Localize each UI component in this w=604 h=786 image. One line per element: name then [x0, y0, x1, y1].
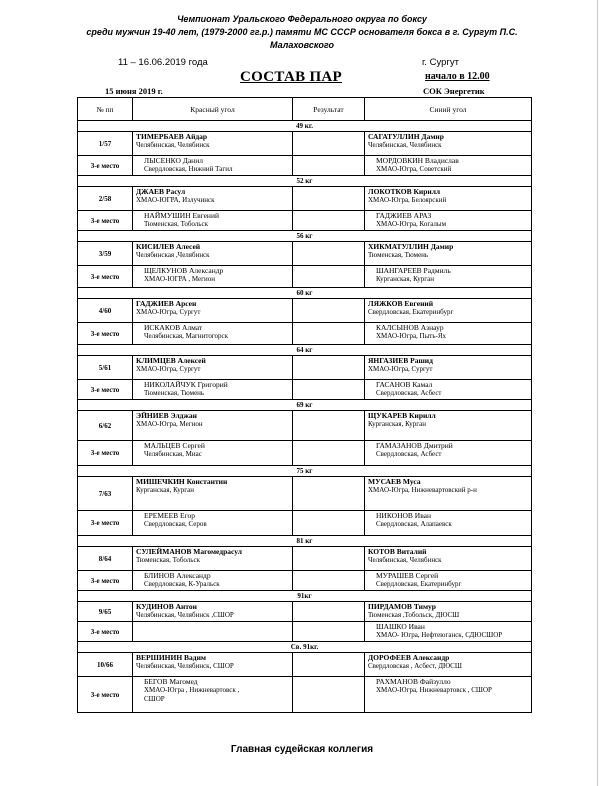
bout-number: 3-е место: [78, 156, 133, 176]
red-corner-fighter: [133, 477, 293, 511]
red-corner-fighter: [133, 132, 293, 156]
blue-fighter-region: Свердловская, Асбест: [376, 450, 442, 458]
red-fighter-name: МИШЕЧКИН Константин: [136, 477, 228, 486]
red-fighter-name: ТИМЕРБАЕВ Айдар: [136, 132, 208, 141]
red-corner-fighter: [133, 299, 293, 323]
red-corner-fighter: [133, 242, 293, 266]
weight-category-label: 91кг: [78, 591, 532, 602]
venue: СОК Энергетик: [423, 86, 485, 96]
blue-fighter-name: ДОРОФЕЕВ Александр: [368, 653, 450, 662]
red-corner-fighter: [133, 511, 293, 536]
weight-category-row: [78, 345, 532, 356]
blue-fighter-name: ХИКМАТУЛЛИН Дамир: [368, 242, 454, 251]
col-header-blue-corner: Синий угол: [365, 98, 532, 121]
result-cell[interactable]: [293, 299, 365, 323]
red-corner-fighter: [133, 323, 293, 345]
bout-number: 3-е место: [78, 622, 133, 642]
weight-category-row: [78, 466, 532, 477]
red-corner-fighter: [133, 411, 293, 441]
red-corner-fighter: [133, 380, 293, 400]
result-cell[interactable]: [293, 477, 365, 511]
bout-row: [78, 411, 532, 441]
footer-signature: Главная судейская коллегия: [230, 744, 374, 755]
bout-number: 3-е место: [78, 571, 133, 591]
weight-category-row: [78, 288, 532, 299]
bout-number: 3/59: [78, 242, 133, 266]
red-fighter-region: Челябинская ,Челябинск: [136, 251, 210, 259]
third-place-row: [78, 677, 532, 713]
blue-fighter-region: Свердловская, Алапаевск: [376, 520, 452, 528]
blue-corner-fighter: [365, 622, 532, 642]
blue-fighter-region: Свердловская, Екатеринбург: [368, 308, 454, 316]
third-place-row: [78, 441, 532, 466]
competition-dates: 11 – 16.06.2019 года: [118, 57, 208, 68]
red-fighter-region: Тюменская, Тобольск: [144, 220, 208, 228]
red-fighter-name: КИСИЛЕВ Алесей: [136, 242, 201, 251]
red-fighter-name: ЩЕЛКУНОВ Александр: [144, 266, 224, 275]
blue-corner-fighter: [365, 211, 532, 231]
red-fighter-region: Челябинская, Челябинск ,СШОР: [136, 611, 234, 619]
result-cell[interactable]: [293, 602, 365, 622]
result-cell[interactable]: [293, 132, 365, 156]
col-header-number: № пп: [78, 98, 133, 121]
blue-corner-fighter: [365, 477, 532, 511]
blue-fighter-name: ГАДЖИЕВ АРАЗ: [376, 211, 432, 220]
document-title: СОСТАВ ПАР: [240, 69, 343, 85]
blue-corner-fighter: [365, 411, 532, 441]
bout-number: 3-е место: [78, 323, 133, 345]
third-place-row: [78, 323, 532, 345]
bout-number: 10/66: [78, 653, 133, 677]
blue-fighter-name: КОТОВ Виталий: [368, 547, 427, 556]
header-line-1: Чемпионат Уральского Федерального округа по боксу: [177, 14, 427, 24]
weight-category-label: 69 кг: [78, 400, 532, 411]
weight-category-label: 64 кг: [78, 345, 532, 356]
bout-row: [78, 602, 532, 622]
red-fighter-name: МАЛЬЦЕВ Сергей: [144, 441, 205, 450]
red-fighter-name: КЛИМЦЕВ Алексей: [136, 356, 206, 365]
blue-corner-fighter: [365, 187, 532, 211]
blue-fighter-name: ЯНГАЗИЕВ Рашид: [368, 356, 433, 365]
blue-fighter-name: МУРАШЕВ Сергей: [376, 571, 439, 580]
blue-corner-fighter: [365, 299, 532, 323]
red-corner-fighter: [133, 187, 293, 211]
blue-corner-fighter: [365, 677, 532, 713]
blue-corner-fighter: [365, 547, 532, 571]
bout-row: [78, 356, 532, 380]
weight-category-row: [78, 121, 532, 132]
third-place-row: [78, 622, 532, 642]
weight-category-label: 56 кг: [78, 231, 532, 242]
weight-category-label: 60 кг: [78, 288, 532, 299]
blue-corner-fighter: [365, 511, 532, 536]
red-corner-fighter: [133, 677, 293, 713]
red-fighter-region: Тюменская, Тобольск: [136, 556, 200, 564]
red-fighter-region: Челябинская, Челябинск, СШОР: [136, 662, 234, 670]
red-fighter-name: ЛЫСЕНКО Данил: [144, 156, 203, 165]
blue-fighter-region: Свердловская, Асбест: [376, 389, 442, 397]
red-corner-fighter: [133, 266, 293, 288]
blue-fighter-name: САГАТУЛЛИН Дамир: [368, 132, 444, 141]
weight-category-label: 75 кг: [78, 466, 532, 477]
blue-corner-fighter: [365, 380, 532, 400]
red-fighter-name: ВЕРШИНИН Вадим: [136, 653, 207, 662]
third-place-row: [78, 511, 532, 536]
blue-corner-fighter: [365, 356, 532, 380]
red-fighter-region: Челябинская, Миас: [144, 450, 202, 458]
red-fighter-name: КУДИНОВ Антон: [136, 602, 197, 611]
red-fighter-name: БЕГОВ Магомед: [144, 677, 198, 686]
blue-fighter-region: ХМАО-Югра, Белоярский: [368, 196, 447, 204]
bout-number: 8/64: [78, 547, 133, 571]
blue-corner-fighter: [365, 266, 532, 288]
blue-fighter-name: ЛЯЖКОВ Евгений: [368, 299, 434, 308]
blue-fighter-region: ХМАО-Югра, Нижневартовский р-н: [368, 486, 477, 494]
result-cell[interactable]: [293, 266, 365, 288]
blue-corner-fighter: [365, 571, 532, 591]
col-header-result: Результат: [293, 98, 365, 121]
col-header-red-corner: Красный угол: [133, 98, 293, 121]
red-fighter-region: Свердловская, Нижний Тагил: [144, 165, 233, 173]
blue-fighter-region: ХМАО-Югра, Сургут: [368, 365, 433, 373]
bout-number: 5/61: [78, 356, 133, 380]
red-fighter-name: ДЖАЕВ Расул: [136, 187, 186, 196]
blue-fighter-name: РАХМАНОВ Файзулло: [376, 677, 451, 686]
pairs-body: [78, 121, 532, 713]
result-cell[interactable]: [293, 380, 365, 400]
weight-category-row: [78, 231, 532, 242]
result-cell[interactable]: [293, 653, 365, 677]
blue-fighter-name: ШАШКО Иван: [376, 622, 425, 631]
blue-fighter-region: Тюменская ,Тобольск, ДЮСШ: [368, 611, 460, 619]
blue-fighter-region: Тюменская, Тюмень: [368, 251, 429, 259]
blue-corner-fighter: [365, 242, 532, 266]
red-corner-fighter: [133, 211, 293, 231]
red-fighter-region: Свердловская, К-Уральск: [144, 580, 220, 588]
red-fighter-region: Курганская, Курган: [136, 486, 194, 494]
blue-fighter-region: ХМАО-Югра, Пыть-Ях: [376, 332, 447, 340]
blue-fighter-region: Курганская, Курган: [376, 275, 434, 283]
red-fighter-region: ХМАО-Югра, Мегион: [136, 420, 203, 428]
bout-row: [78, 477, 532, 511]
bout-number: 2/58: [78, 187, 133, 211]
red-fighter-region-extra: СШОР: [144, 695, 165, 703]
bout-row: [78, 653, 532, 677]
red-fighter-region: ХМАО-Югра, Сургут: [136, 365, 201, 373]
weight-category-row: [78, 642, 532, 653]
red-fighter-region: Челябинская, Магнитогорск: [144, 332, 229, 340]
blue-corner-fighter: [365, 323, 532, 345]
bout-row: [78, 132, 532, 156]
blue-fighter-name: НИКОНОВ Иван: [376, 511, 431, 520]
weight-category-label: Св. 91кг.: [78, 642, 532, 653]
blue-fighter-name: КАЛСЫНОВ Азнаур: [376, 323, 444, 332]
weight-category-row: [78, 536, 532, 547]
bout-number: 3-е место: [78, 677, 133, 713]
result-cell[interactable]: [293, 323, 365, 345]
bout-row: [78, 187, 532, 211]
blue-fighter-region: Курганская, Курган: [368, 420, 426, 428]
bout-number: 9/65: [78, 602, 133, 622]
weight-category-label: 52 кг: [78, 176, 532, 187]
result-cell[interactable]: [293, 547, 365, 571]
blue-corner-fighter: [365, 156, 532, 176]
red-fighter-name: ЭЙНИЕВ Элджан: [136, 411, 197, 420]
page-edge: [597, 0, 598, 786]
bout-number: 3-е место: [78, 380, 133, 400]
red-fighter-region: ХМАО-Югра , Нижневартовск ,: [144, 686, 240, 694]
bout-number: 3-е место: [78, 511, 133, 536]
start-time: начало в 12.00: [425, 71, 490, 82]
weight-category-label: 81 кг: [78, 536, 532, 547]
third-place-row: [78, 156, 532, 176]
red-fighter-name: ЕРЕМЕЕВ Егор: [144, 511, 196, 520]
red-corner-fighter: [133, 156, 293, 176]
blue-fighter-region: Челябинская, Челябинск: [368, 556, 442, 564]
blue-fighter-name: ГАСАНОВ Камал: [376, 380, 433, 389]
blue-fighter-region: ХМАО-Югра, Когалым: [376, 220, 447, 228]
blue-corner-fighter: [365, 653, 532, 677]
red-fighter-region: ХМАО-Югра, Сургут: [136, 308, 201, 316]
blue-fighter-name: ЛОКОТКОВ Кирилл: [368, 187, 441, 196]
blue-fighter-region: Свердловская, Екатеринбург: [376, 580, 462, 588]
third-place-row: [78, 380, 532, 400]
bout-number: 3-е место: [78, 266, 133, 288]
blue-fighter-name: ЩУКАРЕВ Кирилл: [368, 411, 436, 420]
red-corner-fighter: [133, 602, 293, 622]
blue-corner-fighter: [365, 441, 532, 466]
result-cell[interactable]: [293, 677, 365, 713]
bout-number: 3-е место: [78, 441, 133, 466]
pairs-table: [77, 97, 532, 713]
third-place-row: [78, 266, 532, 288]
result-cell[interactable]: [293, 211, 365, 231]
bout-number: 3-е место: [78, 211, 133, 231]
red-corner-fighter: [133, 547, 293, 571]
red-fighter-region: Свердловская, Серов: [144, 520, 207, 528]
third-place-row: [78, 211, 532, 231]
red-corner-fighter: [133, 441, 293, 466]
red-fighter-name: НАЙМУШИН Евгений: [144, 211, 219, 220]
blue-fighter-region: ХМАО-Югра, Нижневартовск , СШОР: [376, 686, 492, 694]
blue-corner-fighter: [365, 602, 532, 622]
competition-city: г. Сургут: [422, 57, 459, 68]
blue-fighter-region: ХМАО-Югра, Советский: [376, 165, 452, 173]
blue-fighter-region: Челябинская, Челябинск: [368, 141, 442, 149]
red-fighter-name: ГАДЖИЕВ Арсен: [136, 299, 197, 308]
weight-category-label: 49 кг.: [78, 121, 532, 132]
result-cell[interactable]: [293, 356, 365, 380]
result-cell[interactable]: [293, 511, 365, 536]
red-fighter-name: НИКОЛАЙЧУК Григорий: [144, 380, 228, 389]
blue-fighter-name: МОРДОВКИН Владислав: [376, 156, 459, 165]
weight-category-row: [78, 591, 532, 602]
bout-row: [78, 299, 532, 323]
red-fighter-name: ИСКАКОВ Алмат: [144, 323, 203, 332]
result-cell[interactable]: [293, 242, 365, 266]
bout-number: 6/62: [78, 411, 133, 441]
bout-number: 4/60: [78, 299, 133, 323]
red-corner-fighter: [133, 653, 293, 677]
result-cell[interactable]: [293, 571, 365, 591]
result-cell[interactable]: [293, 187, 365, 211]
bout-row: [78, 547, 532, 571]
bout-row: [78, 242, 532, 266]
blue-fighter-region: ХМАО- Югра, Нефтеюганск, СДЮСШОР: [376, 631, 503, 639]
red-fighter-name: БЛИНОВ Александр: [144, 571, 211, 580]
blue-fighter-name: ШАНГАРЕЕВ Радмиль: [376, 266, 451, 275]
bout-number: 1/57: [78, 132, 133, 156]
third-place-row: [78, 571, 532, 591]
result-cell[interactable]: [293, 411, 365, 441]
red-fighter-region: Челябинская, Челябинск: [136, 141, 210, 149]
blue-fighter-name: МУСАЕВ Муса: [368, 477, 421, 486]
header-line-2: среди мужчин 19-40 лет, (1979-2000 гг.р.) памяти МС СССР основателя бокса в г. Сургут П.С.: [86, 27, 518, 37]
bout-number: 7/63: [78, 477, 133, 511]
result-cell[interactable]: [293, 156, 365, 176]
result-cell[interactable]: [293, 441, 365, 466]
red-corner-fighter: [133, 622, 293, 642]
red-fighter-name: СУЛЕЙМАНОВ Магомедрасул: [136, 547, 243, 556]
blue-fighter-region: Свердловская , Асбест, ДЮСШ: [368, 662, 462, 670]
blue-fighter-name: ПИРДАМОВ Тимур: [368, 602, 436, 611]
red-fighter-region: ХМАО-ЮГРА, Излучинск: [136, 196, 215, 204]
weight-category-row: [78, 400, 532, 411]
red-corner-fighter: [133, 571, 293, 591]
blue-corner-fighter: [365, 132, 532, 156]
red-fighter-region: ХМАО-ЮГРА , Мегион: [144, 275, 216, 283]
blue-fighter-name: ГАМАЗАНОВ Дмитрий: [376, 441, 453, 450]
red-corner-fighter: [133, 356, 293, 380]
result-cell[interactable]: [293, 622, 365, 642]
header-line-3: Малаховского: [270, 40, 334, 50]
weight-category-row: [78, 176, 532, 187]
bout-date: 15 июня 2019 г.: [105, 86, 163, 96]
red-fighter-region: Тюменская, Тюмень: [144, 389, 205, 397]
